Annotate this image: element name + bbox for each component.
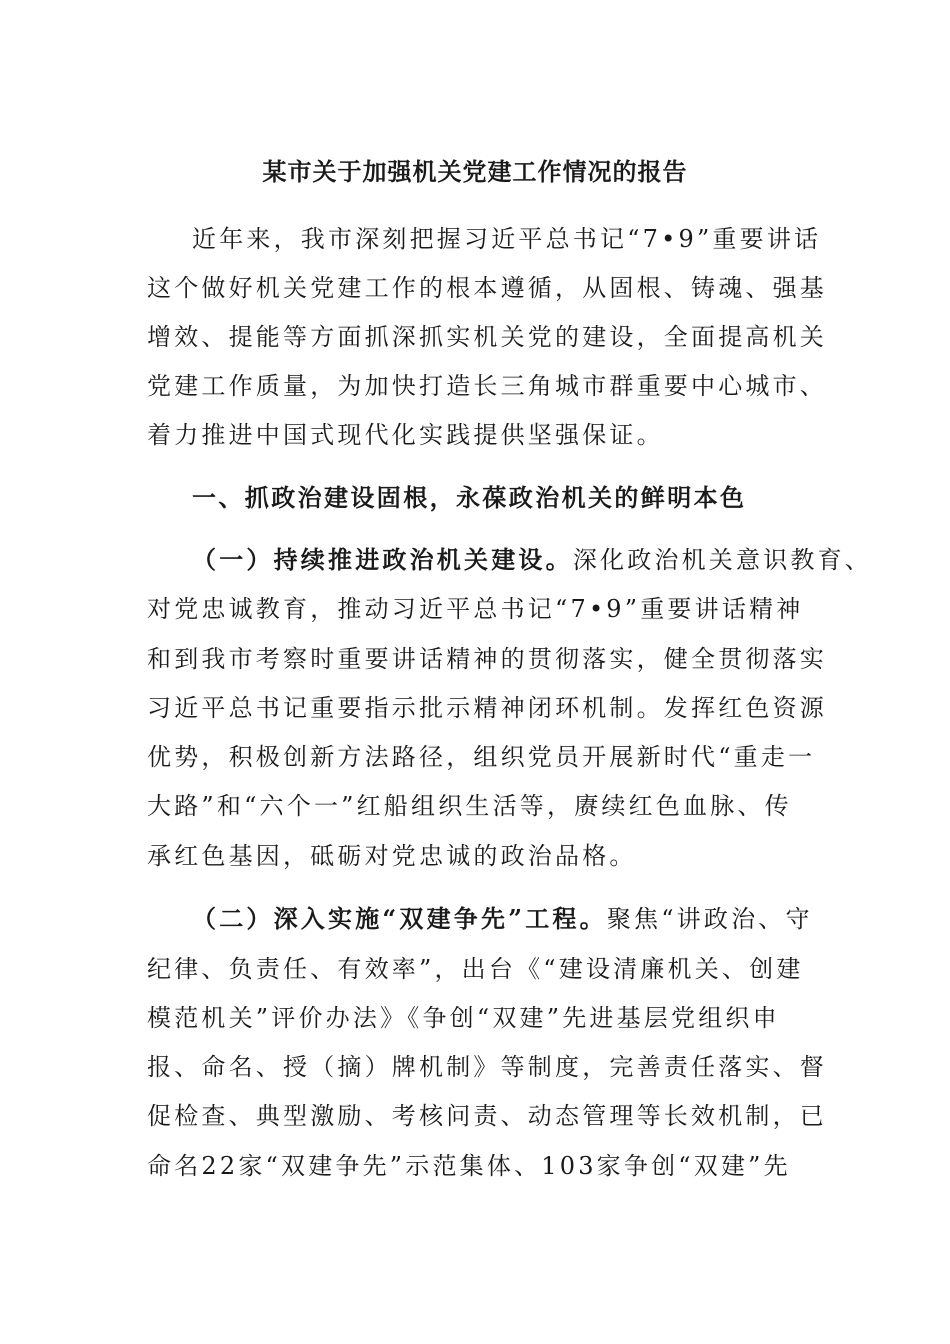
paragraph-line: 优势，积极创新方法路径，组织党员开展新时代“重走一 [147, 743, 816, 771]
paragraph-line: 纪律、负责任、有效率”，出台《“建设清廉机关、创建 [147, 955, 804, 983]
intro-line: 增效、提能等方面抓深抓实机关党的建设，全面提高机关 [147, 323, 827, 351]
subsection-lead: （一）持续推进政治机关建设。 [192, 545, 573, 574]
paragraph-text: 聚焦“讲政治、守 [606, 905, 813, 933]
intro-line: 近年来，我市深刻把握习近平总书记“7•9”重要讲话 [192, 225, 822, 253]
intro-line: 这个做好机关党建工作的根本遵循，从固根、铸魂、强基 [147, 274, 827, 302]
section-heading: 一、抓政治建设固根，永葆政治机关的鲜明本色 [192, 483, 747, 512]
paragraph-line: 促检查、典型激励、考核问责、动态管理等长效机制，已 [147, 1102, 827, 1130]
paragraph-text: 深化政治机关意识教育、 [572, 546, 873, 574]
paragraph-line: 报、命名、授（摘）牌机制》等制度，完善责任落实、督 [147, 1053, 827, 1081]
paragraph-line: 命名22家“双建争先”示范集体、103家争创“双建”先 [147, 1152, 791, 1180]
paragraph-line: 模范机关”评价办法》《争创“双建”先进基层党组织申 [147, 1004, 780, 1032]
paragraph-line: 大路”和“六个一”红船组织生活等，赓续红色血脉、传 [147, 792, 792, 820]
paragraph-line: 对党忠诚教育，推动习近平总书记“7•9”重要讲话精神 [147, 595, 804, 623]
paragraph-line [192, 540, 872, 580]
paragraph-line [192, 899, 813, 939]
intro-line: 党建工作质量，为加快打造长三角城市群重要中心城市、 [147, 372, 827, 400]
paragraph-line: 和到我市考察时重要讲话精神的贯彻落实，健全贯彻落实 [147, 645, 827, 673]
intro-line: 着力推进中国式现代化实践提供坚强保证。 [147, 421, 664, 449]
paragraph-line: 习近平总书记重要指示批示精神闭环机制。发挥红色资源 [147, 694, 827, 722]
subsection-lead: （二）深入实施“双建争先”工程。 [192, 904, 607, 933]
paragraph-line: 承红色基因，砥砺对党忠诚的政治品格。 [147, 842, 637, 870]
document-title: 某市关于加强机关党建工作情况的报告 [262, 157, 688, 186]
